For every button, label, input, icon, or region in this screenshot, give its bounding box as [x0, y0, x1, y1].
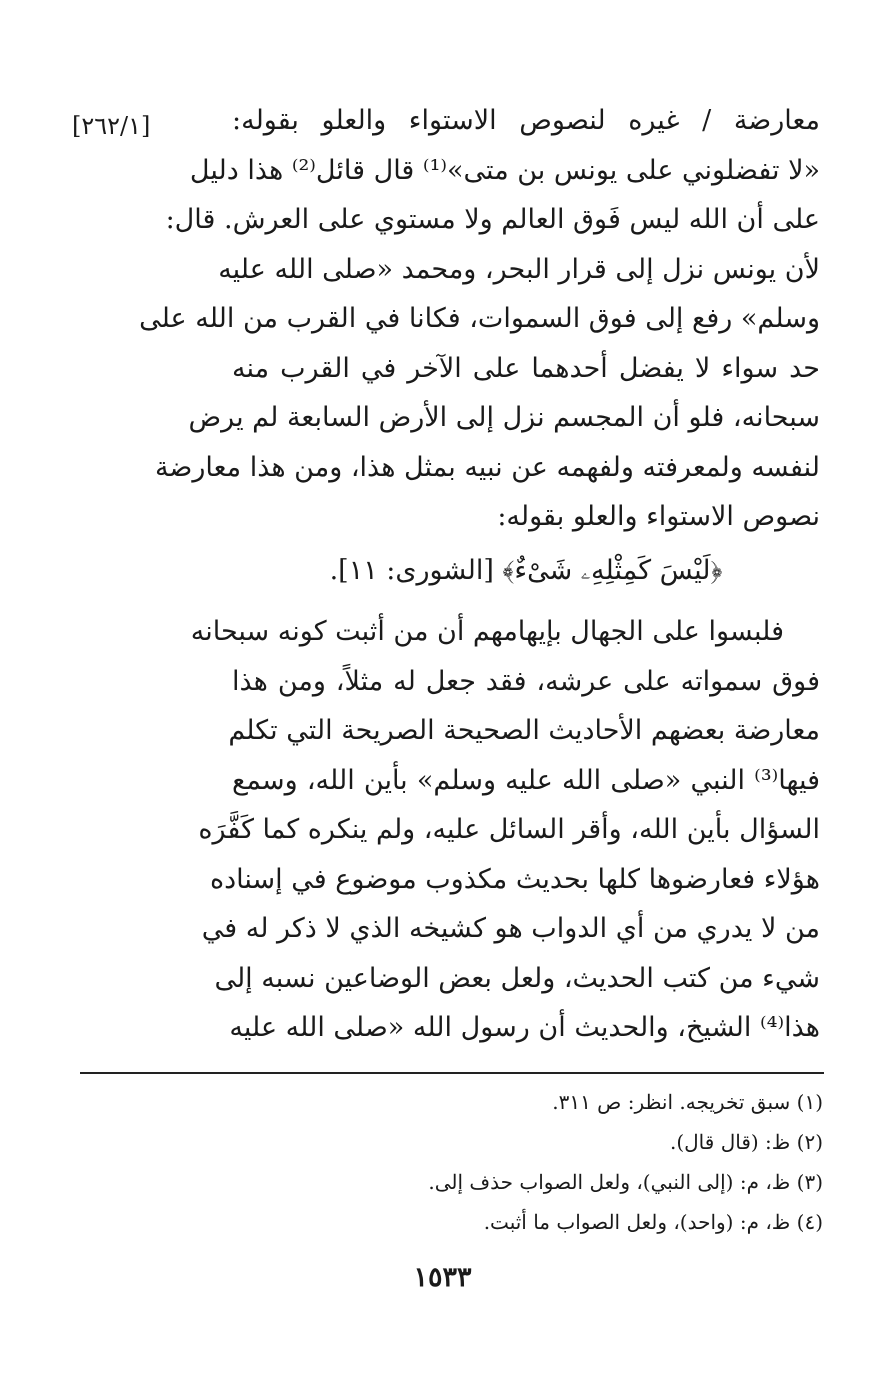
text-line-11: فوق سمواته على عرشه، فقد جعل له مثلاً، ومن هذا	[232, 665, 820, 697]
text-line-4: لأن يونس نزل إلى قرار البحر، ومحمد «صلى الله عليه	[218, 253, 820, 285]
footnote-4: (٤) ظ، م: (واحد)، ولعل الصواب ما أثبت.	[483, 1210, 823, 1234]
footnote-2: (٢) ظ: (قال قال).	[669, 1130, 823, 1154]
footnotes	[428, 1082, 823, 1242]
footnote-separator	[80, 1072, 824, 1074]
footnote-1: (١) سبق تخريجه. انظر: ص ٣١١.	[552, 1090, 823, 1114]
text-line-18: هذا⁽⁴⁾ الشيخ، والحديث أن رسول الله «صلى الله عليه	[229, 1012, 820, 1043]
text-line-7: سبحانه، فلو أن المجسم نزل إلى الأرض السابعة لم يرض	[188, 402, 820, 433]
text-line-9: نصوص الاستواء والعلو بقوله:	[497, 501, 820, 532]
page-reference-marker: [٢٦٢/١]	[72, 112, 151, 140]
text-line-10: فلبسوا على الجهال بإيهامهم أن من أثبت كونه سبحانه	[190, 616, 784, 647]
text-line-16: من لا يدري من أي الدواب هو كشيخه الذي لا ذكر له في	[201, 913, 820, 944]
text-line-8: لنفسه ولمعرفته ولفهمه عن نبيه بمثل هذا، ومن هذا معارضة	[154, 451, 820, 483]
text-line-2: «لا تفضلوني على يونس بن متى»⁽¹⁾ قال قائل⁽²⁾ هذا دليل	[189, 154, 820, 186]
text-line-15: هؤلاء فعارضوها كلها بحديث مكذوب موضوع في إسناده	[210, 863, 820, 895]
text-line-1: معارضة / غيره لنصوص الاستواء والعلو بقوله:	[232, 105, 820, 136]
page-number: ١٥٣٣	[413, 1262, 472, 1293]
text-line-17: شيء من كتب الحديث، ولعل بعض الوضاعين نسبه إلى	[214, 962, 820, 994]
text-line-5: وسلم» رفع إلى فوق السموات، فكانا في القرب من الله على	[139, 303, 820, 334]
text-line-6: حد سواء لا يفضل أحدهما على الآخر في القرب منه	[232, 352, 820, 384]
text-line-13: فيها⁽³⁾ النبي «صلى الله عليه وسلم» بأين الله، وسمع	[232, 764, 820, 796]
main-text-block	[139, 96, 820, 1053]
text-line-14: السؤال بأين الله، وأقر السائل عليه، ولم ينكره كما كَفَّرَه	[198, 814, 820, 845]
quran-verse: ﴿لَيْسَ كَمِثْلِهِۦ شَىْءٌ﴾ [الشورى: ١١].	[329, 554, 723, 586]
text-line-3: على أن الله ليس فَوق العالم ولا مستوي على العرش. قال:	[165, 204, 820, 235]
text-line-12: معارضة بعضهم الأحاديث الصحيحة الصريحة التي تكلم	[228, 715, 820, 746]
footnote-3: (٣) ظ، م: (إلى النبي)، ولعل الصواب حذف إلى.	[428, 1170, 823, 1194]
